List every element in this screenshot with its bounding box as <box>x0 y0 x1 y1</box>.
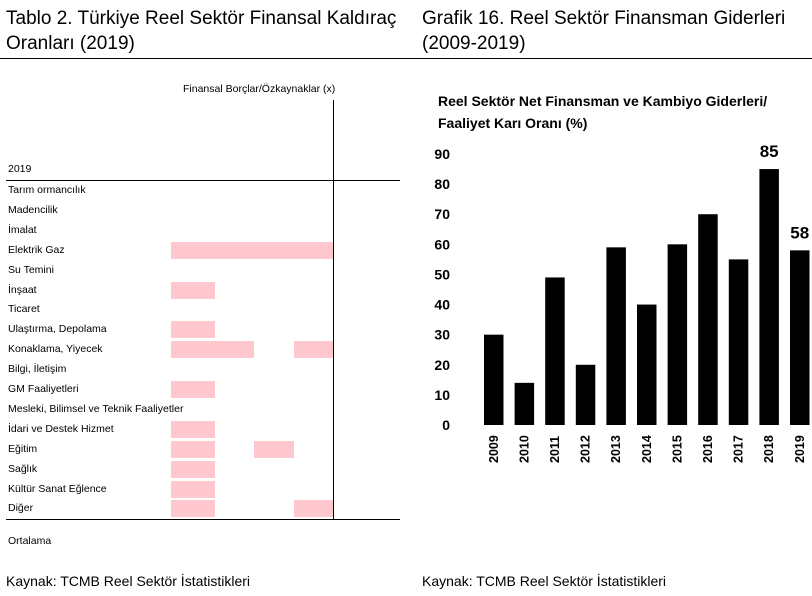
y-tick-label: 0 <box>442 417 450 433</box>
x-tick-label: 2016 <box>700 435 715 463</box>
highlight-cell <box>171 242 215 259</box>
highlight-cell <box>171 381 215 398</box>
y-tick-label: 80 <box>434 176 450 193</box>
highlight-cell <box>294 242 333 259</box>
highlight-cell <box>254 441 294 458</box>
heading-rule <box>0 58 812 59</box>
y-tick-label: 70 <box>434 206 450 223</box>
highlight-cell <box>254 242 294 259</box>
row-label: Mesleki, Bilimsel ve Teknik Faaliyetler <box>8 402 184 415</box>
y-tick-label: 50 <box>434 266 450 283</box>
footer-rule <box>6 519 400 520</box>
row-label: İmalat <box>8 223 37 236</box>
row-label: Ulaştırma, Depolama <box>8 323 107 336</box>
x-tick-label: 2012 <box>578 435 593 463</box>
row-label: Tarım ormancılık <box>8 184 86 196</box>
row-label: İnşaat <box>8 283 37 296</box>
table-source: Kaynak: TCMB Reel Sektör İstatistikleri <box>6 573 251 589</box>
row-label: Kültür Sanat Eğlence <box>8 482 107 495</box>
highlight-cell <box>171 341 215 358</box>
bar-2013 <box>606 247 626 425</box>
table-title: Tablo 2. Türkiye Reel Sektör Finansal Kaldıraç Oranları (2019) <box>6 8 397 54</box>
highlight-cell <box>171 461 215 478</box>
row-label: Ticaret <box>8 303 40 316</box>
y-tick-label: 20 <box>434 356 450 373</box>
y-tick-label: 40 <box>434 296 450 313</box>
x-tick-label: 2014 <box>639 435 654 463</box>
row-label: GM Faaliyetleri <box>8 383 79 395</box>
row-label: Konaklama, Yiyecek <box>8 343 103 356</box>
x-tick-label: 2010 <box>517 435 532 463</box>
chart-source: Kaynak: TCMB Reel Sektör İstatistikleri <box>422 573 667 589</box>
total-label: Ortalama <box>8 535 52 547</box>
year-header: 2019 <box>8 163 32 175</box>
x-tick-label: 2009 <box>486 435 501 463</box>
highlight-cell <box>215 242 254 259</box>
y-tick-label: 60 <box>434 236 450 253</box>
highlight-cell <box>171 441 215 458</box>
row-label: Madencilik <box>8 203 58 216</box>
x-tick-label: 2017 <box>731 435 746 463</box>
highlight-cell <box>294 500 333 517</box>
highlight-cell <box>294 341 333 358</box>
bar-2012 <box>576 365 596 425</box>
finance-expense-chart <box>420 85 812 480</box>
y-tick-label: 30 <box>434 326 450 343</box>
chart-figure-title: Grafik 16. Reel Sektör Finansman Giderleri (2009-2019) <box>422 8 786 54</box>
highlight-cell <box>215 341 254 358</box>
x-tick-label: 2013 <box>609 435 624 463</box>
y-tick-label: 90 <box>434 146 450 162</box>
bar-2017 <box>729 259 749 425</box>
y-tick-label: 10 <box>434 386 450 403</box>
bar-2018 <box>759 169 779 425</box>
x-tick-label: 2018 <box>762 435 777 463</box>
row-label: Sağlık <box>8 462 38 475</box>
bar-2016 <box>698 214 718 425</box>
row-label: Eğitim <box>8 442 38 455</box>
row-label: Su Temini <box>8 263 54 276</box>
bar-2015 <box>668 244 688 425</box>
group-header: Finansal Borçlar/Özkaynaklar (x) <box>183 83 336 95</box>
row-label: Elektrik Gaz <box>8 243 65 256</box>
bar-2011 <box>545 277 565 425</box>
highlight-cell <box>171 321 215 338</box>
row-label: Diğer <box>8 502 34 515</box>
highlight-cell <box>171 500 215 517</box>
row-label: İdari ve Destek Hizmet <box>8 422 114 435</box>
x-tick-label: 2019 <box>792 435 807 463</box>
bar-2014 <box>637 305 657 425</box>
bar-2010 <box>515 383 535 425</box>
header-rule <box>6 180 400 181</box>
x-tick-label: 2015 <box>670 435 685 463</box>
highlight-cell <box>171 481 215 498</box>
row-label: Bilgi, İletişim <box>8 363 67 376</box>
chart-title-line: Reel Sektör Net Finansman ve Kambiyo Giderleri/ <box>438 93 768 109</box>
bar-2009 <box>484 335 504 425</box>
chart-title-line: Faaliyet Karı Oranı (%) <box>438 115 588 131</box>
highlight-cell <box>171 421 215 438</box>
highlight-cell <box>171 282 215 299</box>
separator-line <box>333 100 334 519</box>
bar-2019 <box>790 250 810 425</box>
data-label-2019: 58 <box>790 223 810 243</box>
data-label-2018: 85 <box>759 142 779 162</box>
x-tick-label: 2011 <box>547 435 562 463</box>
